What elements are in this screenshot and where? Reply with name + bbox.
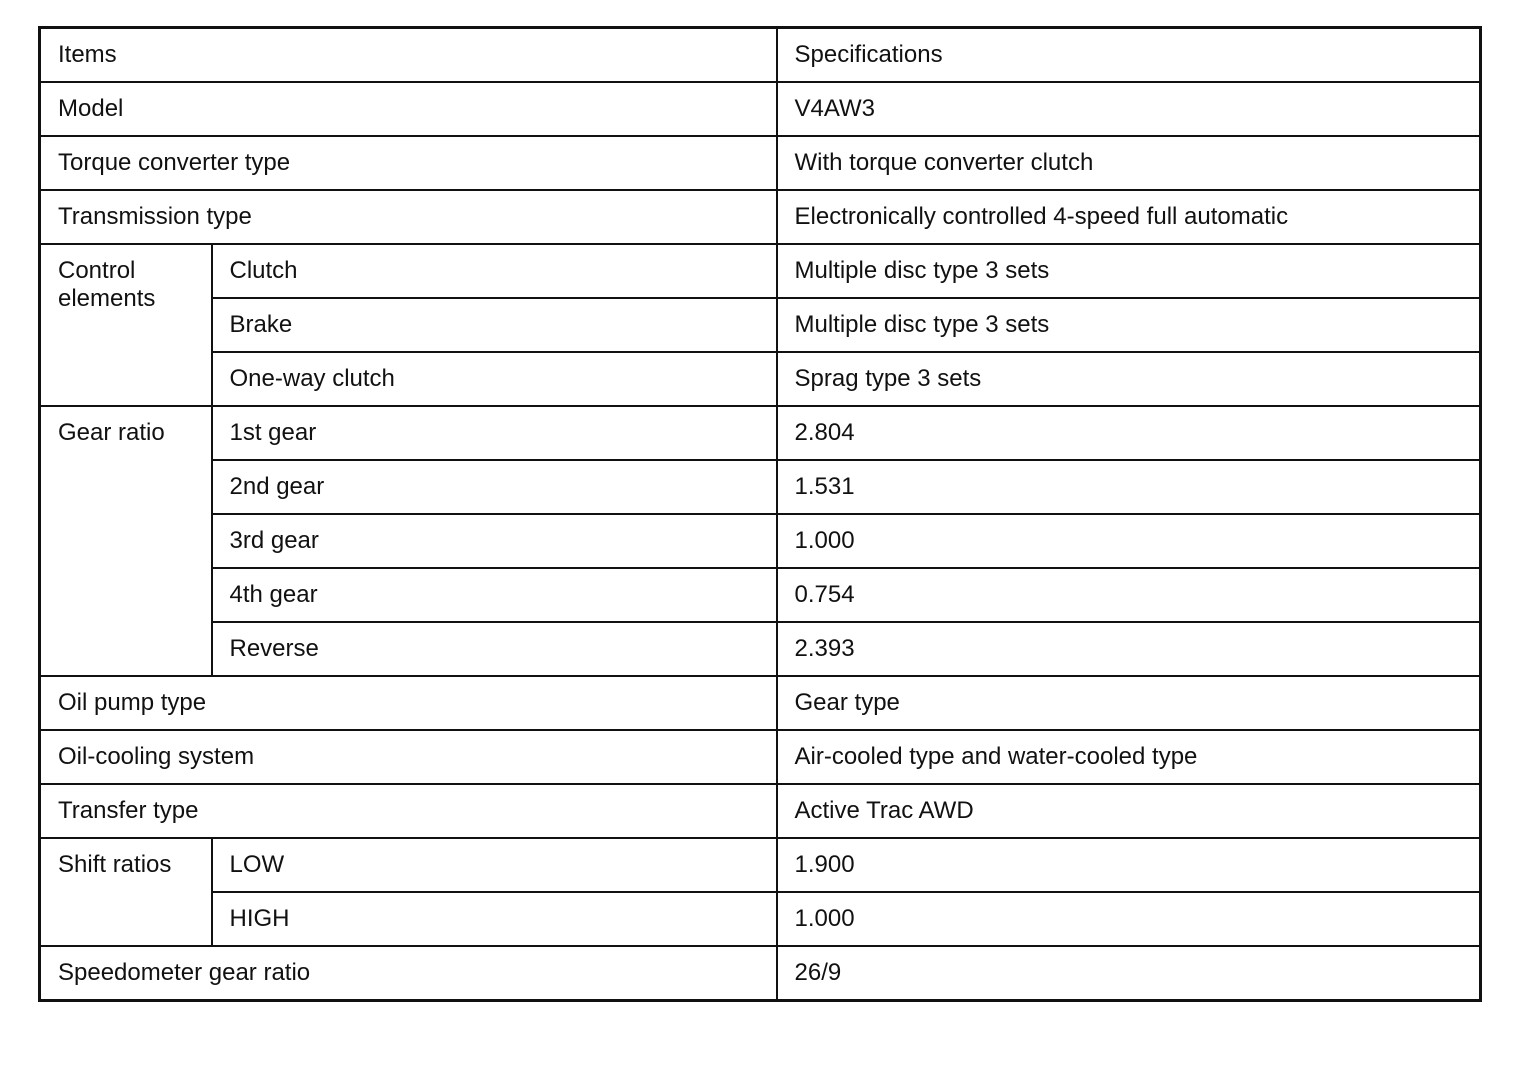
sub-item-cell: LOW bbox=[212, 838, 777, 892]
table-row bbox=[40, 190, 1481, 244]
spec-table bbox=[38, 26, 1482, 1002]
spec-cell: V4AW3 bbox=[777, 82, 1481, 136]
group-cell-shift-ratios bbox=[40, 838, 212, 946]
spec-cell: Multiple disc type 3 sets bbox=[777, 298, 1481, 352]
table-row bbox=[40, 730, 1481, 784]
table-row bbox=[40, 568, 1481, 622]
item-cell: Model bbox=[40, 82, 777, 136]
spec-cell: With torque converter clutch bbox=[777, 136, 1481, 190]
spec-cell: Multiple disc type 3 sets bbox=[777, 244, 1481, 298]
sub-item-cell: Clutch bbox=[212, 244, 777, 298]
spec-cell: 1.900 bbox=[777, 838, 1481, 892]
item-cell: Oil pump type bbox=[40, 676, 777, 730]
table-row bbox=[40, 352, 1481, 406]
table-row bbox=[40, 946, 1481, 1001]
spec-cell: Air-cooled type and water-cooled type bbox=[777, 730, 1481, 784]
table-row bbox=[40, 514, 1481, 568]
sub-item-cell: Brake bbox=[212, 298, 777, 352]
sub-item-cell: 2nd gear bbox=[212, 460, 777, 514]
spec-cell: 0.754 bbox=[777, 568, 1481, 622]
header-specifications: Specifications bbox=[777, 28, 1481, 83]
table-row bbox=[40, 244, 1481, 298]
table-row bbox=[40, 892, 1481, 946]
group-label: Shift ratios bbox=[58, 851, 172, 878]
group-label: Gear ratio bbox=[58, 419, 165, 446]
spec-cell: 26/9 bbox=[777, 946, 1481, 1001]
table-row bbox=[40, 622, 1481, 676]
item-cell: Speedometer gear ratio bbox=[40, 946, 777, 1001]
header-items: Items bbox=[40, 28, 777, 83]
group-label: Control elements bbox=[58, 257, 156, 312]
table-row bbox=[40, 460, 1481, 514]
item-cell: Oil-cooling system bbox=[40, 730, 777, 784]
table-row bbox=[40, 838, 1481, 892]
sub-item-cell: 4th gear bbox=[212, 568, 777, 622]
item-cell: Transfer type bbox=[40, 784, 777, 838]
sub-item-cell: Reverse bbox=[212, 622, 777, 676]
spec-cell: Active Trac AWD bbox=[777, 784, 1481, 838]
table-row bbox=[40, 82, 1481, 136]
table-row bbox=[40, 406, 1481, 460]
sub-item-cell: One-way clutch bbox=[212, 352, 777, 406]
spec-cell: 2.393 bbox=[777, 622, 1481, 676]
item-cell: Transmission type bbox=[40, 190, 777, 244]
sub-item-cell: 1st gear bbox=[212, 406, 777, 460]
group-cell-control-elements bbox=[40, 244, 212, 406]
spec-cell: Electronically controlled 4-speed full automatic bbox=[777, 190, 1481, 244]
table-row bbox=[40, 676, 1481, 730]
table-row bbox=[40, 136, 1481, 190]
spec-cell: 1.000 bbox=[777, 514, 1481, 568]
table-header-row bbox=[40, 28, 1481, 83]
spec-cell: 1.531 bbox=[777, 460, 1481, 514]
spec-cell: 1.000 bbox=[777, 892, 1481, 946]
group-cell-gear-ratio bbox=[40, 406, 212, 676]
table-row bbox=[40, 784, 1481, 838]
sub-item-cell: 3rd gear bbox=[212, 514, 777, 568]
table-row bbox=[40, 298, 1481, 352]
item-cell: Torque converter type bbox=[40, 136, 777, 190]
sub-item-cell: HIGH bbox=[212, 892, 777, 946]
spec-cell: Sprag type 3 sets bbox=[777, 352, 1481, 406]
spec-cell: 2.804 bbox=[777, 406, 1481, 460]
spec-cell: Gear type bbox=[777, 676, 1481, 730]
